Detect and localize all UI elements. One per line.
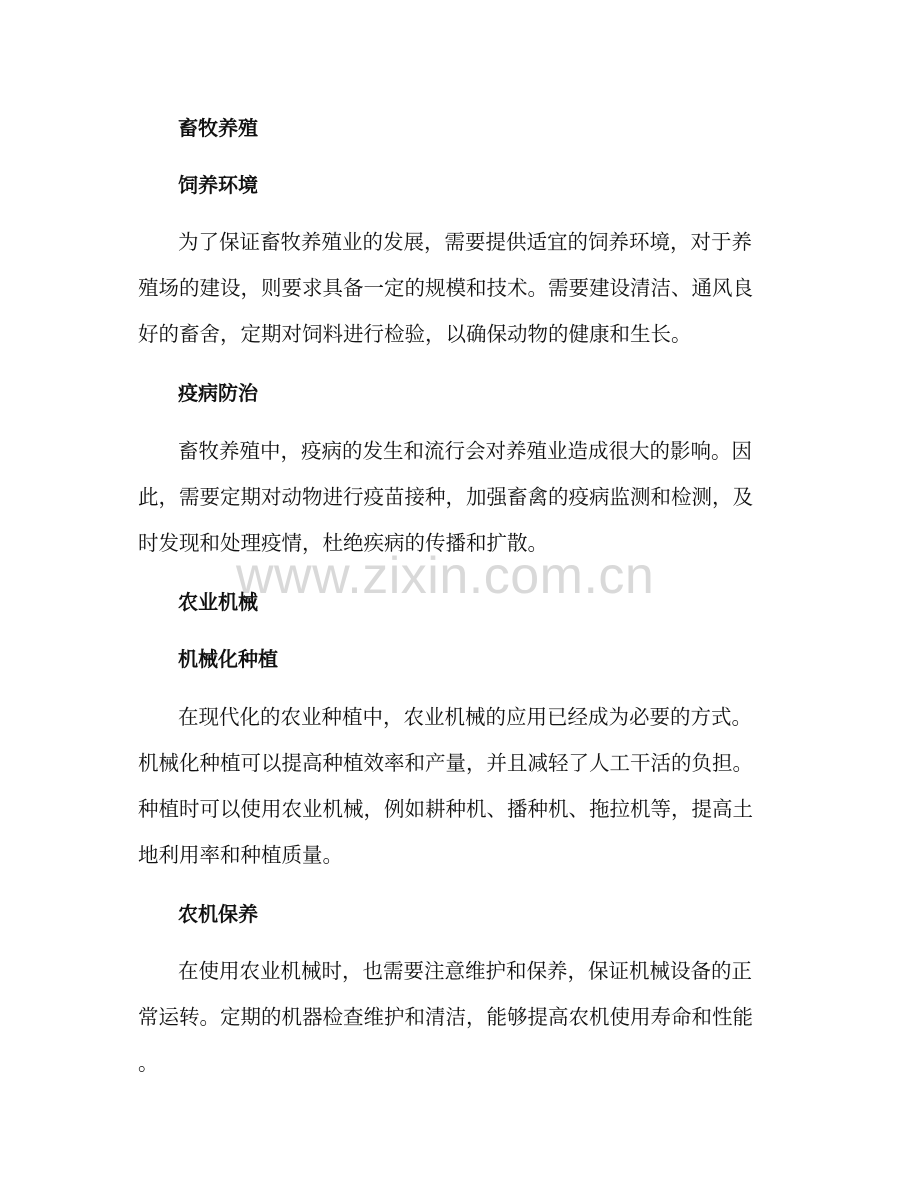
paragraph-line: 地利用率和种植质量。 — [138, 843, 343, 867]
paragraph-line: 种植时可以使用农业机械，例如耕种机、播种机、拖拉机等，提高土 — [138, 797, 753, 821]
paragraph-line: 常运转。定期的机器检查维护和清洁，能够提高农机使用寿命和性能 — [138, 1005, 753, 1029]
paragraph-line: 好的畜舍，定期对饲料进行检验，以确保动物的健康和生长。 — [138, 322, 692, 346]
paragraph-line: 。 — [138, 1051, 159, 1075]
paragraph-mechanized-planting — [138, 694, 778, 878]
paragraph-line: 时发现和处理疫情，杜绝疾病的传播和扩散。 — [138, 531, 548, 555]
paragraph-line: 畜牧养殖中，疫病的发生和流行会对养殖业造成很大的影响。因 — [178, 439, 752, 463]
subsection-title-feeding-environment: 饲养环境 — [178, 173, 258, 197]
section-title-agricultural-machinery: 农业机械 — [178, 590, 258, 614]
paragraph-line: 为了保证畜牧养殖业的发展，需要提供适宜的饲养环境，对于养 — [178, 230, 752, 254]
paragraph-line: 殖场的建设，则要求具备一定的规模和技术。需要建设清洁、通风良 — [138, 276, 753, 300]
paragraph-machinery-maintenance — [138, 948, 778, 1086]
paragraph-line: 机械化种植可以提高种植效率和产量，并且减轻了人工干活的负担。 — [138, 751, 753, 775]
section-title-livestock: 畜牧养殖 — [178, 116, 258, 140]
subsection-title-disease-prevention: 疫病防治 — [178, 381, 258, 405]
subsection-title-mechanized-planting: 机械化种植 — [178, 647, 278, 671]
subsection-title-machinery-maintenance: 农机保养 — [178, 902, 258, 926]
paragraph-disease-prevention — [138, 428, 778, 566]
paragraph-line: 在使用农业机械时，也需要注意维护和保养，保证机械设备的正 — [178, 959, 752, 983]
paragraph-feeding-environment — [138, 219, 778, 357]
paragraph-line: 在现代化的农业种植中，农业机械的应用已经成为必要的方式。 — [178, 705, 752, 729]
watermark: www.zixin.com.cn — [236, 547, 655, 605]
paragraph-line: 此，需要定期对动物进行疫苗接种，加强畜禽的疫病监测和检测，及 — [138, 485, 753, 509]
